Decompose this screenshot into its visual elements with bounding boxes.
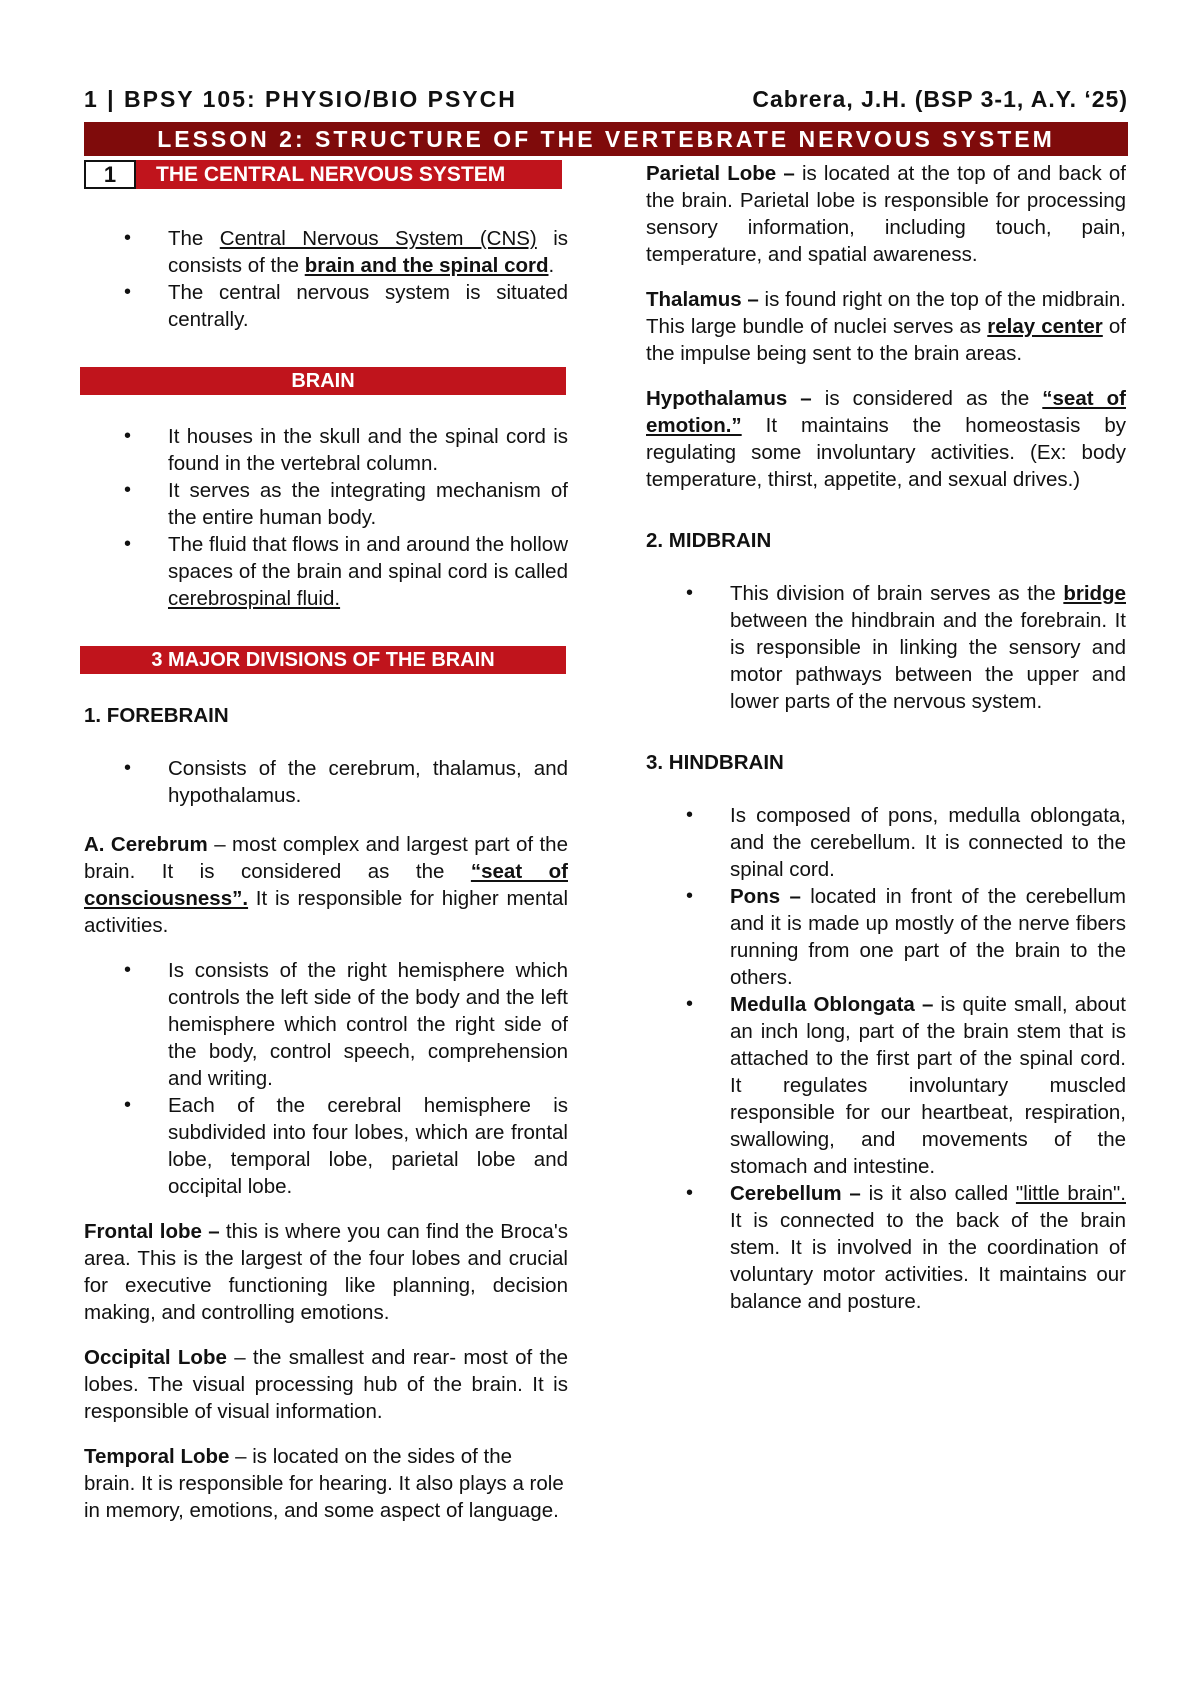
text-run: located in front of the cerebellum and it is made up mostly of the nerve fibers running from one part of the brain to the others. bbox=[730, 885, 1126, 989]
hindbrain-heading: 3. HINDBRAIN bbox=[646, 751, 784, 774]
cerebrum-paragraph bbox=[84, 831, 568, 939]
brain-heading-bar: BRAIN bbox=[80, 367, 566, 395]
text-run: – the smallest and rear- most of the lobes. The visual processing hub of the brain. It is responsible of visual information. bbox=[84, 1346, 568, 1423]
right-column bbox=[646, 160, 1126, 1333]
text-run: The fluid that flows in and around the hollow spaces of the brain and spinal cord is called bbox=[168, 533, 569, 583]
emphasis: bridge bbox=[1063, 582, 1126, 605]
csf-term: cerebrospinal fluid. bbox=[168, 587, 341, 610]
text-run: . bbox=[548, 254, 555, 277]
list-item: • Consists of the cerebrum, thalamus, and hypothalamus. bbox=[84, 755, 568, 809]
lesson-title-banner: LESSON 2: STRUCTURE OF THE VERTEBRATE NERVOUS SYSTEM bbox=[84, 122, 1128, 156]
text-run: It is responsible for higher mental activities. bbox=[84, 887, 568, 937]
list-item bbox=[646, 883, 1126, 991]
list-item: • It houses in the skull and the spinal cord is found in the vertebral column. bbox=[84, 423, 568, 477]
list-item: • Is consists of the right hemisphere which controls the left side of the body and the left hemisphere which control the right side of the body, control speech, comprehension and writing. bbox=[84, 957, 568, 1092]
text-run: It maintains the homeostasis by regulating some involuntary activities. (Ex: body temperature, thirst, appetite, and sexual drives.) bbox=[646, 414, 1126, 491]
term: A. Cerebrum bbox=[84, 833, 208, 856]
text-run: between the hindbrain and the forebrain. It is responsible in linking the sensory and motor pathways between the upper and lower parts of the nervous system. bbox=[730, 609, 1126, 713]
list-item: • The central nervous system is situated centrally. bbox=[84, 279, 568, 333]
term: Parietal Lobe – bbox=[646, 162, 795, 185]
parietal-lobe-paragraph bbox=[646, 160, 1126, 268]
hypothalamus-paragraph bbox=[646, 385, 1126, 493]
page-header bbox=[84, 86, 1128, 116]
list-item bbox=[84, 531, 568, 612]
text-run: It is connected to the back of the brain stem. It is involved in the coordination of voluntary motor activities. It maintains our balance and posture. bbox=[730, 1209, 1126, 1313]
frontal-lobe-paragraph bbox=[84, 1218, 568, 1326]
emphasis: "little brain". bbox=[1015, 1182, 1126, 1205]
text-run: is it also called bbox=[860, 1182, 1016, 1205]
text-run: of the impulse being sent to the brain areas. bbox=[646, 315, 1126, 365]
list-item: • It serves as the integrating mechanism of the entire human body. bbox=[84, 477, 568, 531]
emphasis: “seat of consciousness”. bbox=[84, 860, 568, 910]
text-run: is found right on the top of the midbrain. This large bundle of nuclei serves as bbox=[646, 288, 1127, 338]
cerebrum-bullet-list bbox=[84, 957, 568, 1200]
left-column bbox=[84, 160, 568, 1542]
section-title: THE CENTRAL NERVOUS SYSTEM bbox=[136, 160, 562, 189]
list-item: • Each of the cerebral hemisphere is subdivided into four lobes, which are frontal lobe, temporal lobe, parietal lobe and occipital lobe. bbox=[84, 1092, 568, 1200]
list-item bbox=[646, 1180, 1126, 1315]
list-item: • Is composed of pons, medulla oblongata, and the cerebellum. It is connected to the spinal cord. bbox=[646, 802, 1126, 883]
term: Frontal lobe – bbox=[84, 1220, 220, 1243]
midbrain-bullet-list bbox=[646, 580, 1126, 715]
text-run: The bbox=[168, 227, 220, 250]
divisions-heading-bar: 3 MAJOR DIVISIONS OF THE BRAIN bbox=[80, 646, 566, 674]
text-run: is considered as the bbox=[811, 387, 1043, 410]
text-run: – is located on the sides of the brain. It is responsible for hearing. It also plays a role in memory, emotions, and some aspect of language. bbox=[84, 1445, 564, 1522]
text-run: is quite small, about an inch long, part of the brain stem that is attached to the first part of the spinal cord. It regulates involuntary muscled responsible for our heartbeat, respiration, swallowing, and movements of the stomach and intestine. bbox=[730, 993, 1127, 1178]
hindbrain-bullet-list bbox=[646, 802, 1126, 1315]
emphasis: “seat of emotion.” bbox=[646, 387, 1126, 437]
text-run: – most complex and largest part of the brain. It is considered as the bbox=[84, 833, 568, 883]
term: Medulla Oblongata – bbox=[730, 993, 934, 1016]
cns-bullet-list bbox=[84, 225, 568, 333]
section-number: 1 bbox=[84, 160, 136, 189]
term: Pons – bbox=[730, 885, 801, 908]
author-label: Cabrera, J.H. (BSP 3-1, A.Y. ‘25) bbox=[752, 86, 1128, 112]
brain-bullet-list bbox=[84, 423, 568, 612]
brain-spinal-term: brain and the spinal cord bbox=[304, 254, 549, 277]
term: Cerebellum – bbox=[730, 1182, 861, 1205]
forebrain-heading: 1. FOREBRAIN bbox=[84, 704, 229, 727]
occipital-lobe-paragraph bbox=[84, 1344, 568, 1425]
thalamus-paragraph bbox=[646, 286, 1126, 367]
emphasis: relay center bbox=[987, 315, 1103, 338]
course-label: 1 | BPSY 105: PHYSIO/BIO PSYCH bbox=[84, 86, 517, 112]
midbrain-heading: 2. MIDBRAIN bbox=[646, 529, 772, 552]
text-run: is consists of the bbox=[168, 227, 568, 277]
term: Hypothalamus – bbox=[646, 387, 812, 410]
term: Temporal Lobe bbox=[84, 1445, 230, 1468]
list-item bbox=[84, 225, 568, 279]
text-run: This division of brain serves as the bbox=[730, 582, 1064, 605]
cns-term: Central Nervous System (CNS) bbox=[219, 227, 537, 250]
list-item bbox=[646, 991, 1126, 1180]
list-item bbox=[646, 580, 1126, 715]
text-run: is located at the top of and back of the brain. Parietal lobe is responsible for processing sensory information, including touch, pain, temperature, and spatial awareness. bbox=[646, 162, 1126, 266]
forebrain-bullet-list bbox=[84, 755, 568, 809]
term: Thalamus – bbox=[646, 288, 759, 311]
text-run: this is where you can find the Broca's area. This is the largest of the four lobes and crucial for executive functioning like planning, decision making, and controlling emotions. bbox=[84, 1220, 568, 1324]
term: Occipital Lobe bbox=[84, 1346, 227, 1369]
section-heading-cns bbox=[84, 160, 568, 189]
temporal-lobe-paragraph bbox=[84, 1443, 568, 1524]
